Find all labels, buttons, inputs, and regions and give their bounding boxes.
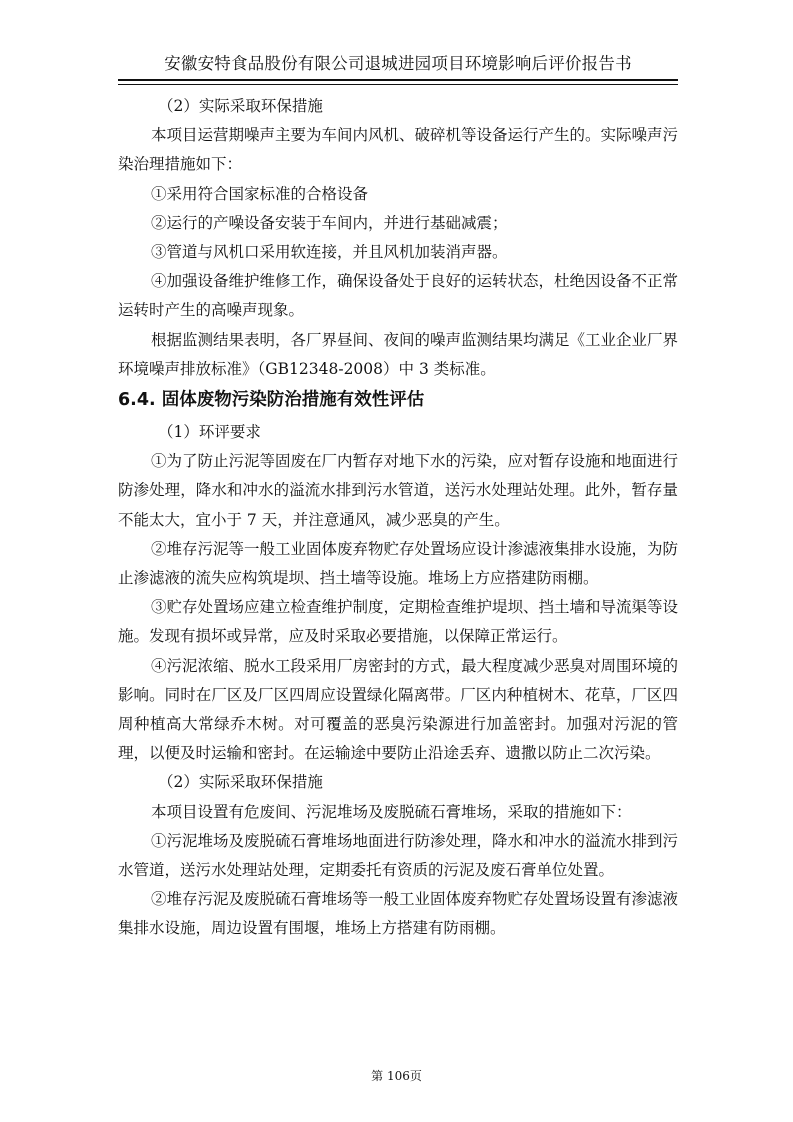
list-item-noise-4: ④加强设备维护维修工作，确保设备处于良好的运转状态，杜绝因设备不正常运转时产生的高噪声现象。 (118, 272, 679, 320)
subheading-noise-measures: （2）实际采取环保措施 (158, 97, 323, 115)
list-item-actual-2: ②堆存污泥及废脱硫石膏堆场等一般工业固体废弃物贮存处置场设置有渗滤液集排水设施，周边设置有围堰，堆场上方搭建有防雨棚。 (118, 890, 679, 938)
subheading-eia-requirements: （1）环评要求 (158, 423, 261, 442)
paragraph-noise-conclusion: 根据监测结果表明，各厂界昼间、夜间的噪声监测结果均满足《工业企业厂界环境噪声排放标准》（GB12348-2008）中 3 类标准。 (118, 330, 679, 378)
list-item-noise-2: ②运行的产噪设备安装于车间内，并进行基础减震； (151, 213, 508, 232)
body-text (118, 92, 678, 944)
running-header: 安徽安特食品股份有限公司退城进园项目环境影响后评价报告书 (164, 54, 632, 73)
list-item-noise-1: ①采用符合国家标准的合格设备 (151, 184, 369, 203)
list-item-eia-3: ③贮存处置场应建立检查维护制度，定期检查维护堤坝、挡土墙和导流渠等设施。发现有损坏或异常，应及时采取必要措施，以保障正常运行。 (118, 598, 679, 646)
list-item-noise-3: ③管道与风机口采用软连接，并且风机加装消声器。 (151, 243, 508, 262)
paragraph-actual-intro: 本项目设置有危废间、污泥堆场及废脱硫石膏堆场，采取的措施如下： (151, 802, 632, 821)
header-rule-thick (118, 79, 678, 81)
list-item-actual-1: ①污泥堆场及废脱硫石膏堆场地面进行防渗处理，降水和冲水的溢流水排到污水管道，送污水处理站处理，定期委托有资质的污泥及废石膏单位处置。 (118, 831, 679, 880)
header-rule-thin (118, 84, 678, 85)
page-number: 第 106页 (371, 1069, 422, 1083)
list-item-eia-1: ①为了防止污泥等固废在厂内暂存对地下水的污染，应对暂存设施和地面进行防渗处理，降水和冲水的溢流水排到污水管道，送污水处理站处理。此外，暂存量不能太大，宜小于 7 天，并注意通风，减少恶臭的产生。 (118, 452, 679, 529)
subheading-actual-measures: （2）实际采取环保措施 (158, 773, 323, 792)
section-title: 6.4. 固体废物污染防治措施有效性评估 (118, 390, 425, 411)
paragraph-noise-intro: 本项目运营期噪声主要为车间内风机、破碎机等设备运行产生的。实际噪声污染治理措施如下： (118, 126, 679, 174)
list-item-eia-2: ②堆存污泥等一般工业固体废弃物贮存处置场应设计渗滤液集排水设施，为防止渗滤液的流失应构筑堤坝、挡土墙等设施。堆场上方应搭建防雨棚。 (118, 539, 679, 588)
list-item-eia-4: ④污泥浓缩、脱水工段采用厂房密封的方式，最大程度减少恶臭对周围环境的影响。同时在厂区及厂区四周应设置绿化隔离带。厂区内种植树木、花草，厂区四周种植高大常绿乔木树。对可覆盖的恶臭污染源进行加盖密封。加强对污泥的管理，以便及时运输和密封。在运输途中要防止沿途丢弃、遗撒以防止二次污染。 (118, 656, 679, 763)
